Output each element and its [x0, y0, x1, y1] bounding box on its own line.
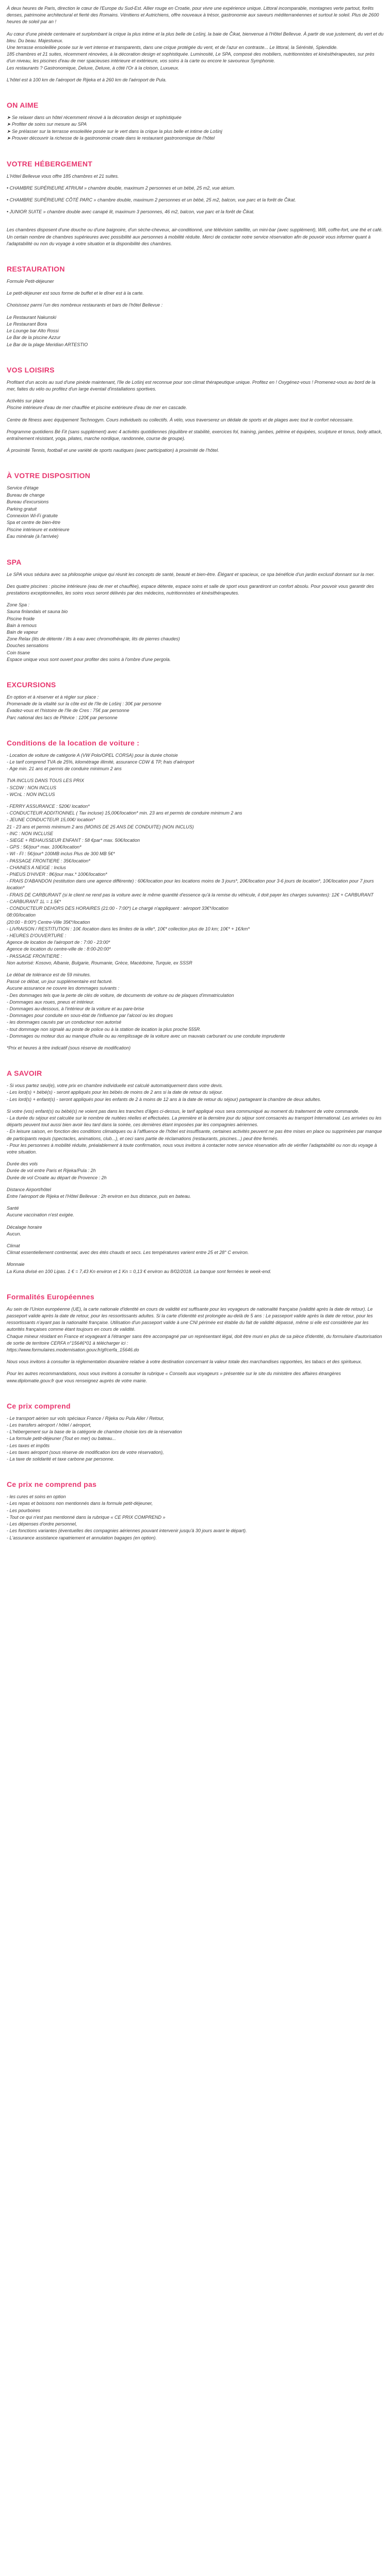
car-rental-paragraph: *Prix et heures à titre indicatif (sous réserve de modification): [7, 1045, 131, 1050]
list-item: ➤ Profiter de soins sur mesure au SPA: [7, 122, 87, 127]
bullet-icon: •: [7, 209, 10, 215]
section-heading: VOS LOISIRS: [7, 365, 55, 374]
room-type: • CHAMBRE SUPÉRIEURE CÔTÉ PARC » chambre double, maximum 2 personnes et un bébé, 25 m2, balcon, vue parc et la forêt de Čikat.: [7, 197, 296, 203]
a-savoir-paragraph: Si votre (vos) enfant(s) ou bébé(s) ne voient pas dans les tranches d'âges ci-dessus, le tarif appliqué vous sera communiqué au moment du traitement de votre commande. - La durée du séjour est calculée sur le nombre de nuitées réelles et effectuées. La première et la dernière jour du séjour sont consacrés au transport International. Les arrivées ou les départs peuvent tout aussi bien avoir lieu tard dans la soirée, ces dernières étant imposées par les compagnies aériennes. - En leisure saison, en fonction des conditions climatiques ou à l'affluence de l'hôtel est insuffisante, certaines activités peuvent ne pas être mises en place ou supprimées par manque de participants requis (spectacles, animations, club...), et ceci sans partie de réclamations (restaurants, piscines...) peut être fermés. - Pour les personnes à mobilité réduite, préalablement à toute confirmation, nous vous invitons à contacter notre service réservation afin de vérifier l'adaptabilité ou non du voyage à votre situation.: [7, 1108, 382, 1155]
on-aime-section: [7, 101, 384, 142]
meal-formula: Formule Petit-déjeuner: [7, 279, 54, 284]
restauration-paragraph: Choisissez parmi l'un des nombreux restaurants et bars de l'hôtel Bellevue :: [7, 302, 163, 308]
car-rental-paragraph: Le débat de tolérance est de 59 minutes. Passé ce débat, un jour supplémentaire est facturé. Aucune assurance ne couvre les dommages suivants : - Des dommages tels que la perte de clés de voiture, de documents de voiture ou de plaques d'immatriculation - Dommages aux roues, pneus et intérieur. - Dommages au-dessous, à l'intérieur de la voiture et au pare-brise - Dommages pour conduite en sous-état de l'influence par l'alcool ou les drogues - les dommages causés par un conducteur non autorisé - tout dommage non signalé au poste de police ou à la station de location la plus proche 555R. - Dommages ou moteur dus au manque d'huile ou au remplissage de la voiture avec un mauvais carburant ou une conduite imprudente: [7, 972, 285, 1039]
section-heading: A SAVOIR: [7, 1069, 42, 1078]
list-item: Service d'étage: [7, 485, 39, 491]
excursions-paragraph: En option et à réserver et à régler sur place : Promenade de la vitalité sur la côte est de l'île de Lošinj : 30€ par personne Évadez-vous et l'histoire de l'île de Cres : 75€ par personne Parc national des lacs de Plitvice : 120€ par personne: [7, 694, 161, 720]
loisirs-section: [7, 366, 384, 454]
disposition-section: [7, 471, 384, 540]
intro-section: [7, 5, 384, 83]
formalites-paragraph: Pour les autres recommandations, nous vous invitons à consulter la rubrique « Conseils aux voyageurs » présentée sur le site du ministère des affaires étrangères www.diplomatie.gouv.fr que vous renseignez auprès de votre mairie.: [7, 1371, 341, 1383]
car-rental-paragraph: - FERRY ASSURANCE : 520€/ location* - CONDUCTEUR ADDITIONNEL ( Tax incluse) 15,00€/location* min. 23 ans et permis de conduire minimum 2 ans - JEUNE CONDUCTEUR 15,00€/ location* 21 - 23 ans et permis minimum 2 ans (MOINS DE 25 ANS DE CONDUITE) (NON INCLUS) - INC : NON INCLUSE - SIEGE + REHAUSSEUR ENFANT : 58 €par* max. 50€/location - GPS : 5€/jour* max. 100€/location* - WI - FI : 5€/jour* 100MB inclus Plus de 300 MB 5€* - PASSAGE FRONTIERE : 35€/location* - CHAINES A NEIGE : Inclus - PNEUS D'HIVER : 8€/jour max.* 100€/location* - FRAIS D'ABANDON (restitution dans une agence différente) : 60€/location pour les locations moins de 3 jours*, 20€/location pour 3-6 jours de location*, 10€/location pour 7 jours location* - FRAIS DE CARBURANT (si le client ne rend pas la voiture avec le même quantité d'essence qu'à la remise du véhicule, il doit payer les charges suivantes): 12€ + CARBURANT - CARBURANT 1L = 1.5€* - CONDUCTEUR DEHORS DES HORAIRES (21:00 - 7:00*) Le chargé n'appliquent : aéroport 33€*/location 08:00/location (20:00 - 8:00*) Centre-Ville 35€*/location - LIVRAISON / RESTITUTION : 10€ /location dans les limites de la ville*, 10€* collection plus de 10 km; 10€* + 1€/km* - HEURES D'OUVERTURE : Agence de location de l'aéroport de : 7:00 - 23:00* Agence de location du centre-ville de : 8:00-20:00* - PASSAGE FRONTIERE : Non autorisé: Kosovo, Albanie, Bulgarie, Roumanie, Grèce, Macédoine, Turquie, ex SSSR: [7, 804, 374, 965]
list-item: ➤ Se prélasser sur la terrasse ensoleillée posée sur le vert dans la crique la plus belle et intime de Lošinj: [7, 128, 222, 134]
loisirs-paragraph: Profitant d'un accès au sud d'une pinède maintenant, l'île de Lošinj est reconnue pour son climat thérapeutique unique. Profitez en ! Oxygénez-vous ! Promenez-vous au bord de la mer, faites du vélo ou profitez d'un large éventail d'installations sportives.: [7, 379, 376, 392]
a-savoir-paragraph: Climat Climat essentiellement continental, avec des étés chauds et secs. Les températures varient entre 25 et 28° C environ.: [7, 1243, 249, 1256]
restauration-section: [7, 265, 384, 348]
bullet-icon: •: [7, 185, 10, 191]
formalites-section: [7, 1293, 384, 1384]
spa-paragraph: Zone Spa : Sauna finlandais et sauna bio Piscine froide Bain à remous Bain de vapeur Zone Relax (lits de détente / lits à eau avec chromothérapie, lits de pierres chaudes) Douches sensations Coin tisane Espace unique vous sont ouvert pour profiter des soins à l'ombre d'une pergola.: [7, 602, 180, 662]
section-heading: Formalités Européennes: [7, 1292, 94, 1301]
room-type: • CHAMBRE SUPÉRIEURE ATRIUM » chambre double, maximum 2 personnes et un bébé, 25 m2, vue atrium.: [7, 185, 235, 191]
list-item: Eau minérale (à l'arrivée): [7, 534, 59, 539]
list-item: Bureau d'excursions: [7, 499, 49, 505]
bullet-icon: ➤: [7, 122, 12, 127]
loisirs-paragraph: Activités sur place Piscine intérieure d'eau de mer chauffée et piscine extérieure d'eau de mer en cascade.: [7, 398, 187, 411]
rooms-details: Les chambres disposent d'une douche ou d'une baignoire, d'un sèche-cheveux, air-conditionné, une télévision satellite, un mini-bar (avec supplément), Wifi, coffre-fort, une thé et café. Un certain nombre de chambres supérieures avec possibilité aux personnes à mobilité réduite. Merci de contacter notre service réservation afin de pouvoir vous informer quant à l'adaptabilité ou non du voyage à votre situation et la disponibilité des chambres.: [7, 227, 383, 246]
restaurant-list: Le Restaurant Nakunski Le Restaurant Bora Le Lounge bar Alto Rossi Le Bar de la piscine Azzur Le Bar de la plage Meridian ARTESTIO: [7, 314, 88, 347]
intro-paragraph: L'hôtel est à 100 km de l'aéroport de Rijeka et à 260 km de l'aéroport de Pula.: [7, 77, 167, 82]
section-heading: VOTRE HÉBERGEMENT: [7, 159, 93, 168]
section-heading: RESTAURATION: [7, 265, 65, 274]
services-list: [7, 485, 384, 540]
section-heading: Conditions de la location de voiture :: [7, 738, 140, 747]
list-item: ➤ Se relaxer dans un hôtel récemment rénové à la décoration design et sophistiquée: [7, 115, 182, 121]
intro-paragraph: Au cœur d'une pinède centenaire et surplombant la crique la plus intime et la plus belle de Lošinj, la baie de Čikat, bienvenue à l'Hôtel Bellevue. À partir de vue justement, du vert et du bleu. Du beau. Majestueux. Une terrasse ensoleillée posée sur le vert intense et transparents, dans une crique protégée du vent, et de l'azur en contraste... Le littoral, la Sérénité, Splendide. 185 chambres et 21 suites, récemment rénovées, à la décoration design et sophistiquée. Luminosité, Le SPA, composé des mobiliers, nutritionnistes et kinésithérapeutes, sur près d'un niveau, les piscines d'eau de mer spacieuses intérieure et extérieure, vos soins à la carte ou encore le savoureux Symphonie. Les restaurants ? Gastronomique, Deluxe, Deluxe, à côté l'Or à la cloison, Luxueux.: [7, 31, 384, 71]
prix-ne-comprend-list: - les cures et soins en option - Les repas et boissons non mentionnés dans la formule petit-déjeuner, - Les pourboires - Tout ce qui n'est pas mentionné dans la rubrique « CE PRIX COMPREND » - Les dépenses d'ordre personnel, - Les fonctions variantes (éventuelles des compagnies aériennes pouvant intervenir jusqu'à 30 jours avant le départ). - L'assurance assistance rapatriement et annulation bagages (en option).: [7, 1494, 247, 1540]
a-savoir-paragraph: - Si vous partez seul(e), votre prix en chambre individuelle est calculé automatiquement dans votre devis. - Les lord(s) + bébé(s) - seront appliqués pour les bébés de moins de 2 ans si la date de retour du séjour. - Les lord(s) + enfant(s) - seront appliqués pour les enfants de 2 à moins de 12 ans à la date de retour du séjour) partageant la chambre de deux adultes.: [7, 1083, 321, 1102]
section-heading: SPA: [7, 557, 22, 566]
section-heading: ON AIME: [7, 101, 39, 110]
excursions-section: [7, 681, 384, 721]
bullet-icon: •: [7, 197, 10, 203]
loisirs-paragraph: À proximité Tennis, football et une variété de sports nautiques (avec participation) à proximité de l'hôtel.: [7, 448, 219, 453]
hebergement-section: [7, 160, 384, 247]
bullet-icon: ➤: [7, 135, 12, 141]
section-heading: Ce prix comprend: [7, 1401, 71, 1410]
intro-paragraph: À deux heures de Paris, direction le cœur de l'Europe du Sud-Est. Allier rouge en Croatie, pour vivre une expérience unique. Littoral incomparable, montagnes verte partout, forêts denses, patrimoine architectural et fierté des Romains. Vénitiens et Autrichiens, offre nouveaux à trésor, gastronomie aux saveurs méditerranéennes et surtout le soleil. Plus de 2600 heures de soleil par an !: [7, 6, 379, 25]
bullet-icon: ➤: [7, 115, 12, 121]
prix-ne-comprend-section: [7, 1480, 384, 1541]
formalites-paragraph: Au sein de l'Union européenne (UE), la carte nationale d'identité en cours de validité est suffisante pour les voyageurs de nationalité française (validité après la date de retour). Le passeport valide après la date de retour, pour les ressortissants adultes. Si la carte d'identité est prolongée au-delà de 5 ans : Le passeport valide après la date de retour, pour les ressortissants n'ayant pas la nationalité française. Utilisation d'un passeport valide à une CNI périmée est établie du fait de validité dépassé, même si elle est considérée par les autorités françaises comme étant toujours en cours de validité. Chaque mineur résidant en France et voyageant à l'étranger sans être accompagné par un représentant légal, doit être muni en plus de sa pièce d'identité, du formulaire d'autorisation de sortie de territoire CERFA n°15646*01 à télécharger ici : https://www.formulaires.modernisation.gouv.fr/gf/cerfa_15646.do: [7, 1306, 382, 1353]
spa-paragraph: Le SPA vous séduira avec sa philosophie unique qui réunit les concepts de santé, beauté et bien-être. Élégant et spacieux, ce spa bénéficie d'un jardin exclusif donnant sur la mer.: [7, 571, 375, 577]
list-item: Parking gratuit: [7, 506, 37, 512]
list-item: ➤ Prouver découvrir la richesse de la gastronomie croate dans le restaurant gastronomique de l'hôtel: [7, 135, 215, 141]
spa-paragraph: Des quatre piscines : piscine intérieure (eau de mer et chauffée), espace détente, espace soins et salle de sport vous garantiront un confort absolu. Pour pouvoir vous garantir des prestations exceptionnelles, les soins vous seront délivrés par des médecins, nutritionnistes et kinésithérapeutes.: [7, 583, 374, 596]
restauration-paragraph: Le petit-déjeuner est sous forme de buffet et le dîner est à la carte.: [7, 291, 144, 296]
loisirs-paragraph: Programme quotidiens Bé Fit (sans supplément) avec 4 activités quotidiennes (équilibre et stabilité, exercices fol, training, jambes, pétrine et équipées, sculpture et tonus, body attack, entraînement résistant, yoga, pilates, marche nordique, randonnée, course de groupe).: [7, 429, 382, 441]
car-rental-paragraph: - Location de voiture de catégorie A (VW Polo/OPEL CORSA) pour la durée choisie - Le tarif comprend TVA de 25%, kilométrage illimité, assurance CDW & TP, frais d'aéroport - Age min. 21 ans et permis de conduire minimum 2 ans: [7, 752, 194, 772]
list-item: Spa et centre de bien-être: [7, 520, 61, 526]
list-item: Bureau de change: [7, 492, 45, 498]
a-savoir-paragraph: Monnaie La Kuna divisé en 100 Lipas. 1 € = 7,43 Kn environ et 1 Kn = 0,13 € environ au 8/02/2018. La banque sont fermées le week-end.: [7, 1262, 271, 1274]
section-heading: EXCURSIONS: [7, 681, 56, 689]
bullet-icon: ➤: [7, 128, 12, 134]
loisirs-paragraph: Centre de fitness avec équipement Technogym. Cours individuels ou collectifs. À vélo, vous traverserez un dédale de sports et de plages avec tout le confort nécessaire.: [7, 417, 354, 422]
section-heading: Ce prix ne comprend pas: [7, 1480, 97, 1489]
list-item: Piscine intérieure et extérieure: [7, 527, 70, 532]
a-savoir-paragraph: Durée des vols Durée de vol entre Paris et Rijeka/Pula : 2h Durée de vol Croatie au départ de Provence : 2h: [7, 1161, 107, 1180]
room-type: • JUNIOR SUITE » chambre double avec canapé lit, maximum 3 personnes, 46 m2, balcon, vue parc et la forêt de Čikat.: [7, 209, 255, 215]
on-aime-list: [7, 114, 384, 142]
list-item: Connexion Wi-Fi gratuite: [7, 513, 58, 518]
car-rental-section: [7, 739, 384, 1052]
a-savoir-paragraph: Santé Aucune vaccination n'est exigée.: [7, 1206, 74, 1218]
section-heading: À VOTRE DISPOSITION: [7, 471, 91, 480]
formalites-paragraph: Nous vous invitons à consulter la réglementation douanière relative à votre destination concernant la valeur totale des marchandises rapportées, les tabacs et des spiritueux.: [7, 1359, 362, 1365]
a-savoir-paragraph: Distance Airport/hôtel Entre l'aéroport de Rijeka et l'Hôtel Bellevue : 2h environ en bus distance, puis en bateau.: [7, 1187, 191, 1199]
hebergement-intro: L'Hôtel Bellevue vous offre 185 chambres et 21 suites.: [7, 173, 119, 179]
a-savoir-section: [7, 1069, 384, 1275]
spa-section: [7, 558, 384, 663]
car-rental-paragraph: TVA INCLUS DANS TOUS LES PRIX - SCDW : NON INCLUS - WCnL : NON INCLUS: [7, 778, 85, 797]
prix-comprend-section: [7, 1402, 384, 1463]
prix-comprend-list: - Le transport aérien sur vols spéciaux France / Rijeka ou Pula Aller / Retour, - Les transfers aéroport / hôtel / aéroport, - L'hébergement sur la base de la catégorie de chambre choisie lors de la réservation - La formule petit-déjeuner (Tout en mer) ou bateau... - Les taxes et impôts - Les taxes aéroport (sous réserve de modification lors de votre réservation), - La taxe de solidarité et taxe carbone par personne.: [7, 1415, 182, 1462]
a-savoir-paragraph: Décalage horaire Aucun.: [7, 1224, 42, 1236]
